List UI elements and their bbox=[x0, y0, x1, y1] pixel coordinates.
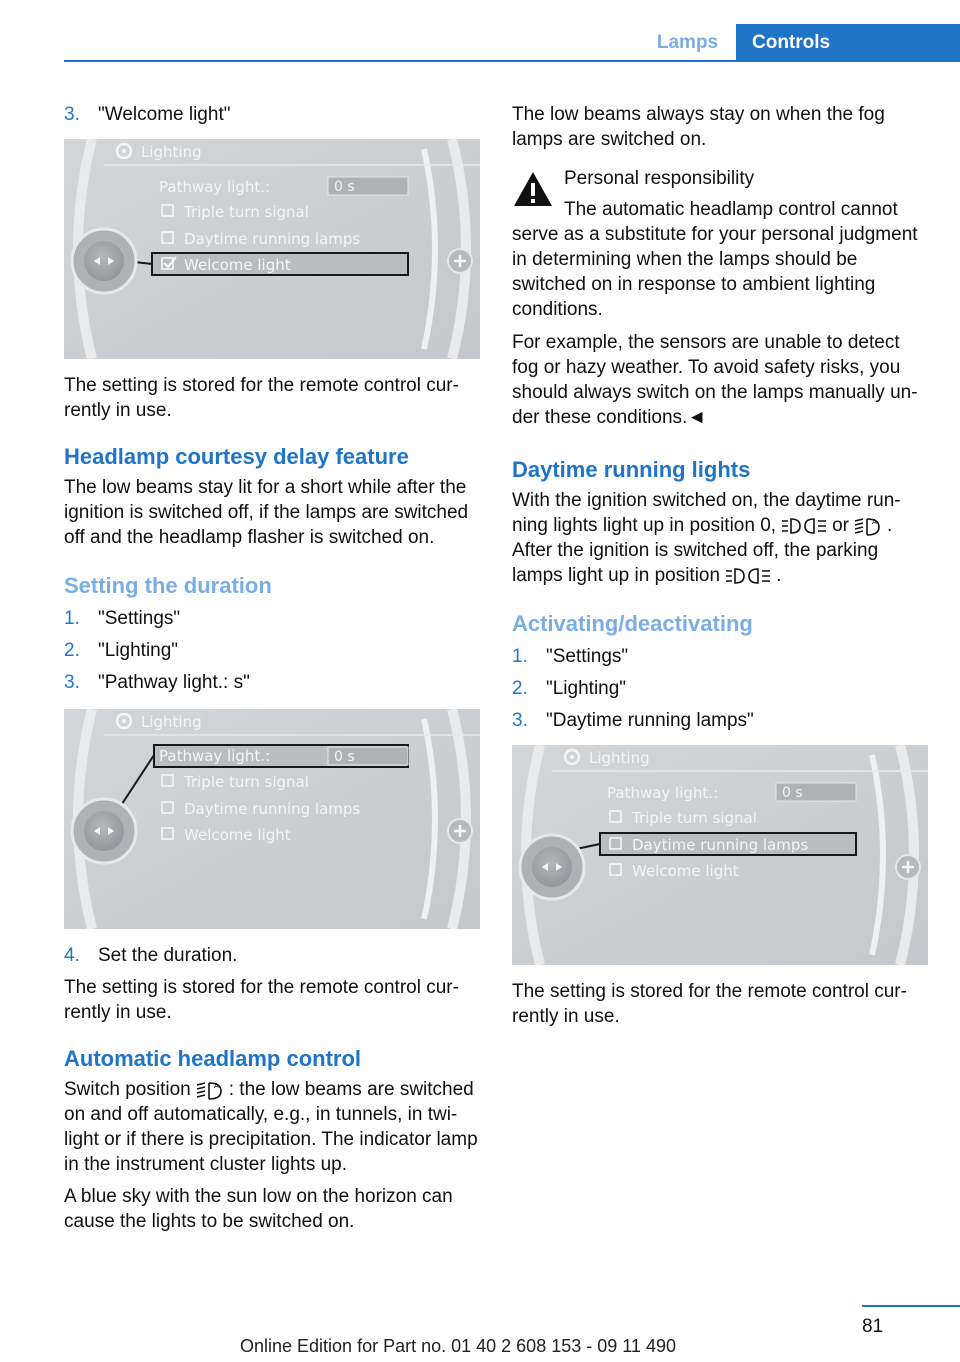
list-item bbox=[64, 102, 480, 127]
controller-knob bbox=[72, 799, 136, 863]
stored-note-3: The setting is stored for the remote control cur-rently in use. bbox=[512, 981, 907, 1027]
list-text: "Lighting" bbox=[546, 678, 627, 699]
duration-step-list bbox=[64, 606, 480, 695]
screen-title: Lighting bbox=[589, 749, 650, 767]
list-text: "Welcome light" bbox=[98, 104, 231, 125]
list-number: 3. bbox=[64, 104, 80, 125]
pathway-light-value: 0 s bbox=[782, 785, 803, 801]
plus-icon bbox=[896, 855, 920, 879]
welcome-light-label: Welcome light bbox=[184, 256, 291, 274]
warning-title: Personal responsibility bbox=[564, 168, 755, 189]
stored-note-2: The setting is stored for the remote control cur-rently in use. bbox=[64, 977, 459, 1023]
activating-step-list bbox=[512, 644, 928, 733]
auto-headlight-icon bbox=[195, 1079, 225, 1101]
svg-text:A: A bbox=[213, 1081, 219, 1090]
list-item bbox=[64, 670, 480, 695]
footer-rule bbox=[862, 1305, 960, 1307]
list-text: "Daytime running lamps" bbox=[546, 710, 754, 731]
example-paragraph: For example, the sensors are unable to detect fog or hazy weather. To avoid safety risks, you should always switch on the lamps manually un-der these conditions.◄ bbox=[512, 332, 918, 428]
list-number: 2. bbox=[512, 678, 528, 699]
welcome-light-label: Welcome light bbox=[184, 826, 291, 844]
list-text: Set the duration. bbox=[98, 945, 238, 966]
controller-knob bbox=[72, 229, 136, 293]
daytime-running-label: Daytime running lamps bbox=[184, 800, 361, 818]
screen-title: Lighting bbox=[141, 143, 202, 161]
lighting-menu-screen bbox=[512, 745, 928, 965]
list-number: 3. bbox=[64, 672, 80, 693]
list-number: 1. bbox=[512, 646, 528, 667]
lighting-menu-screen bbox=[64, 139, 480, 359]
left-column bbox=[64, 102, 480, 1234]
parking-light-icon bbox=[724, 565, 772, 587]
list-number: 3. bbox=[512, 710, 528, 731]
screen-title: Lighting bbox=[141, 713, 202, 731]
auto-headlamp-paragraph bbox=[64, 1077, 480, 1177]
lighting-menu-screen bbox=[64, 709, 480, 929]
controller-knob bbox=[520, 835, 584, 899]
list-text: "Settings" bbox=[546, 646, 629, 667]
heading-daytime-running: Daytime running lights bbox=[512, 457, 751, 482]
idrive-screenshot-daytime bbox=[512, 745, 928, 965]
list-item bbox=[512, 676, 928, 701]
courtesy-delay-paragraph: The low beams stay lit for a short while after the ignition is switched off, if the lamps are switched off and the headlamp flasher is switched on. bbox=[64, 477, 469, 548]
fog-lamps-paragraph: The low beams always stay on when the fog lamps are switched on. bbox=[512, 104, 885, 150]
pathway-light-label: Pathway light.: bbox=[607, 784, 719, 802]
pathway-light-label: Pathway light.: bbox=[159, 178, 271, 196]
auto-headlight-icon bbox=[853, 515, 883, 537]
pathway-light-value: 0 s bbox=[334, 749, 355, 765]
drl-text-c: After the ignition is switched off, the parking lamps light up in position bbox=[512, 540, 879, 586]
triple-turn-label: Triple turn signal bbox=[184, 773, 309, 791]
list-text: "Pathway light.: s" bbox=[98, 672, 250, 693]
heading-automatic-headlamp: Automatic headlamp control bbox=[64, 1046, 362, 1071]
header-rule bbox=[64, 60, 960, 62]
list-item bbox=[512, 644, 928, 669]
header-chapter-controls: Controls bbox=[736, 24, 960, 62]
heading-courtesy-delay: Headlamp courtesy delay feature bbox=[64, 444, 409, 469]
pathway-light-value: 0 s bbox=[334, 179, 355, 195]
drl-text-b: . bbox=[886, 515, 893, 536]
stored-note-1: The setting is stored for the remote control cur-rently in use. bbox=[64, 375, 459, 421]
list-item bbox=[512, 708, 928, 733]
heading-setting-duration: Setting the duration bbox=[64, 573, 272, 598]
plus-icon bbox=[448, 249, 472, 273]
parking-light-icon bbox=[780, 515, 828, 537]
welcome-light-label: Welcome light bbox=[632, 862, 739, 880]
drl-paragraph bbox=[512, 488, 928, 588]
list-text: "Settings" bbox=[98, 608, 181, 629]
page-number: 81 bbox=[862, 1316, 884, 1337]
drl-text-d: . bbox=[776, 565, 782, 586]
triple-turn-label: Triple turn signal bbox=[184, 203, 309, 221]
list-item bbox=[64, 943, 480, 968]
list-item bbox=[64, 638, 480, 663]
heading-activating: Activating/deactivating bbox=[512, 611, 753, 636]
idrive-screenshot-pathway bbox=[64, 709, 480, 929]
daytime-running-label: Daytime running lamps bbox=[184, 230, 361, 248]
drl-text-a: With the ignition switched on, the daytime run-ning lights light up in position 0, bbox=[512, 490, 901, 536]
plus-icon bbox=[448, 819, 472, 843]
duration-step-list-cont bbox=[64, 943, 480, 968]
list-item bbox=[64, 606, 480, 631]
daytime-running-label: Daytime running lamps bbox=[632, 836, 809, 854]
blue-sky-paragraph: A blue sky with the sun low on the horizon can cause the lights to be switched on. bbox=[64, 1186, 453, 1232]
idrive-screenshot-welcome bbox=[64, 139, 480, 359]
warning-icon bbox=[512, 168, 554, 210]
list-number: 2. bbox=[64, 640, 80, 661]
svg-text:A: A bbox=[871, 517, 877, 526]
list-number: 1. bbox=[64, 608, 80, 629]
warning-text: The automatic headlamp control cannot serve as a substitute for your personal judgment in determining when the lamps should be switched on in response to ambient lighting conditions. bbox=[512, 199, 918, 320]
auto-text-b: : the low beams are switched on and off automatically, e.g., in tunnels, in twi-light or if there is precipitation. The indicator lamp in the instrument cluster lights up. bbox=[64, 1079, 478, 1175]
list-number: 4. bbox=[64, 945, 80, 966]
auto-text-a: Switch position bbox=[64, 1079, 191, 1100]
right-column bbox=[512, 102, 928, 1029]
pathway-light-label: Pathway light.: bbox=[159, 747, 271, 765]
triple-turn-label: Triple turn signal bbox=[632, 809, 757, 827]
edition-note: Online Edition for Part no. 01 40 2 608 153 - 09 11 490 bbox=[240, 1336, 676, 1356]
header-section-lamps: Lamps bbox=[656, 32, 719, 53]
list-text: "Lighting" bbox=[98, 640, 179, 661]
welcome-step-list bbox=[64, 102, 480, 127]
drl-or: or bbox=[832, 515, 849, 536]
